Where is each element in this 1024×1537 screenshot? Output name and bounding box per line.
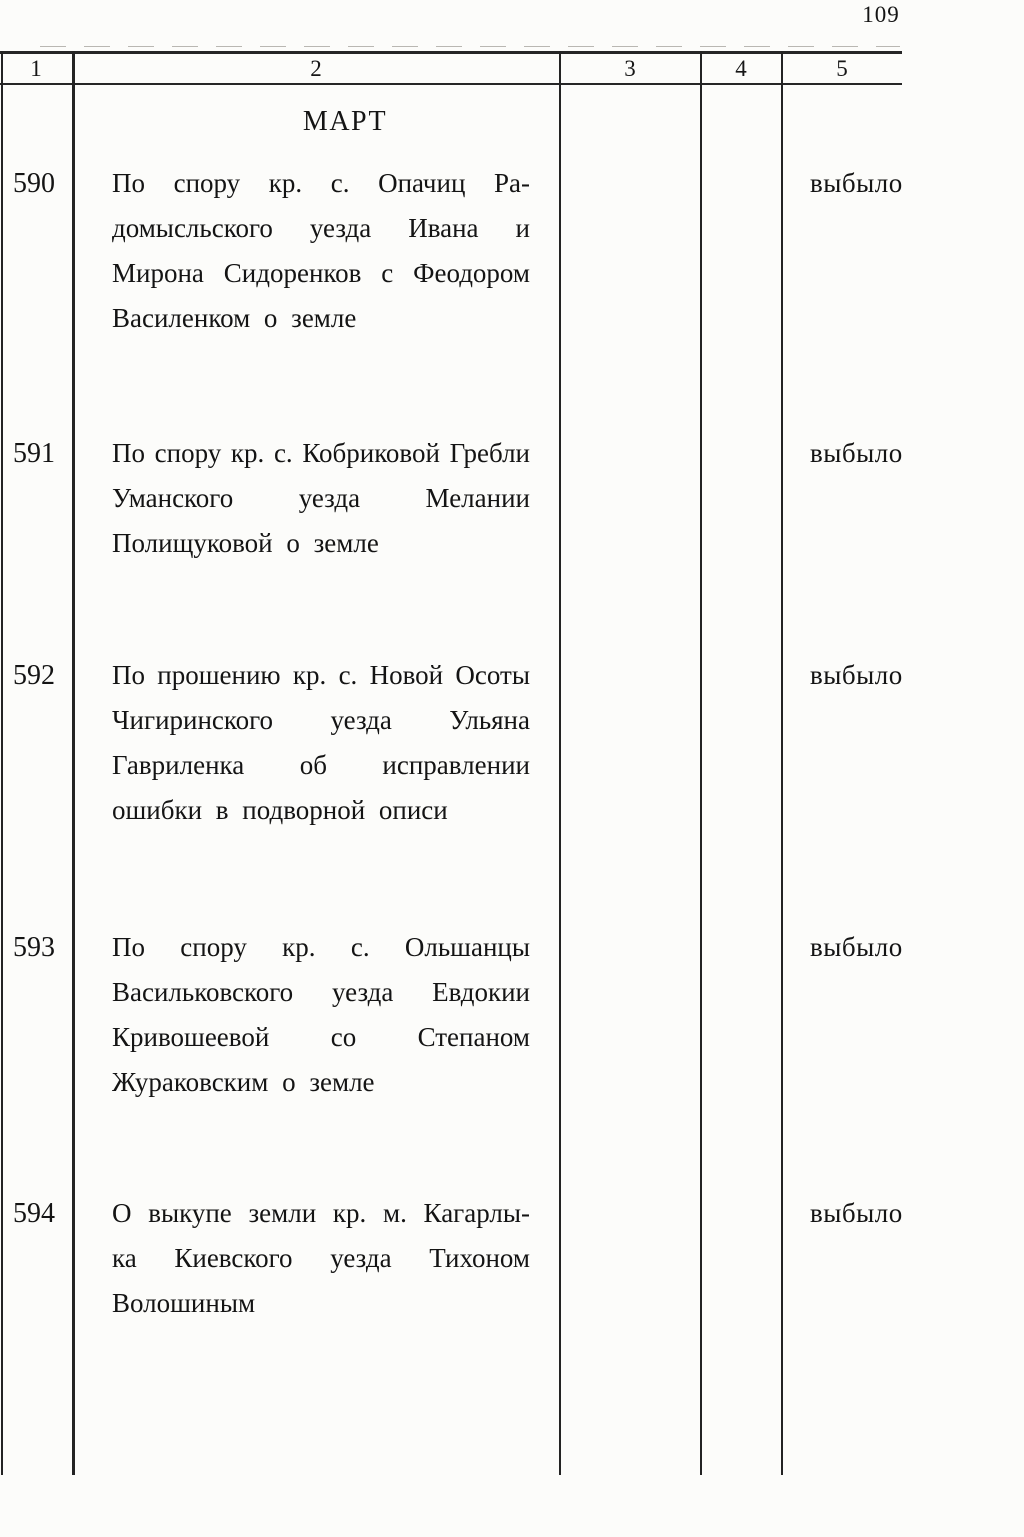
case-description-line: По спору кр. с. Кобриковой Гребли	[112, 438, 530, 468]
case-description	[112, 161, 530, 341]
case-description-line: По прошению кр. с. Новой Осоты	[112, 660, 530, 690]
column-divider-3-4	[700, 51, 702, 1475]
case-status: выбыло	[810, 1198, 903, 1228]
column-header-4: 4	[735, 56, 747, 81]
table-left-border	[1, 51, 3, 1475]
case-status: выбыло	[810, 660, 903, 690]
case-description-line: Жураковским о земле	[112, 1067, 375, 1097]
case-number: 593	[13, 932, 55, 963]
table-header-separator	[0, 83, 902, 85]
case-number: 594	[13, 1198, 55, 1229]
case-description-line: ошибки в подворной описи	[112, 795, 448, 825]
case-description	[112, 925, 530, 1105]
case-number: 591	[13, 438, 55, 469]
case-status: выбыло	[810, 438, 903, 468]
case-description-line: Мирона Сидоренков с Феодором	[112, 258, 530, 288]
case-description-line: Василенком о земле	[112, 303, 357, 333]
column-divider-4-5	[781, 51, 783, 1475]
table-top-border	[0, 51, 902, 54]
case-number: 590	[13, 168, 55, 199]
case-description-line: Гавриленка об исправлении	[112, 750, 530, 780]
case-description-line: Чигиринского уезда Ульяна	[112, 705, 530, 735]
page-number: 109	[862, 2, 900, 27]
case-description-line: Волошиным	[112, 1288, 256, 1318]
case-description-line: По спору кр. с. Ольшанцы	[112, 932, 530, 962]
case-description	[112, 1191, 530, 1326]
case-status: выбыло	[810, 168, 903, 198]
case-description-line: Уманского уезда Мелании	[112, 483, 530, 513]
column-divider-2-3	[559, 51, 561, 1475]
case-number: 592	[13, 660, 55, 691]
column-header-1: 1	[30, 56, 42, 81]
scan-artifact-line	[40, 46, 900, 47]
column-header-3: 3	[624, 56, 636, 81]
case-description-line: ка Киевского уезда Тихоном	[112, 1243, 530, 1273]
case-description-line: О выкупе земли кр. м. Кагарлы-	[112, 1198, 530, 1228]
case-description-line: Васильковского уезда Евдокии	[112, 977, 530, 1007]
column-header-2: 2	[310, 56, 322, 81]
column-header-5: 5	[836, 56, 848, 81]
case-description-line: Кривошеевой со Степаном	[112, 1022, 530, 1052]
column-divider-1-2	[72, 51, 75, 1475]
case-description-line: домысльского уезда Ивана и	[112, 213, 530, 243]
month-section-header: МАРТ	[302, 106, 388, 137]
case-status: выбыло	[810, 932, 903, 962]
case-description-line: Полищуковой о земле	[112, 528, 379, 558]
case-description	[112, 431, 530, 566]
case-description	[112, 653, 530, 833]
case-description-line: По спору кр. с. Опачиц Ра-	[112, 168, 530, 198]
